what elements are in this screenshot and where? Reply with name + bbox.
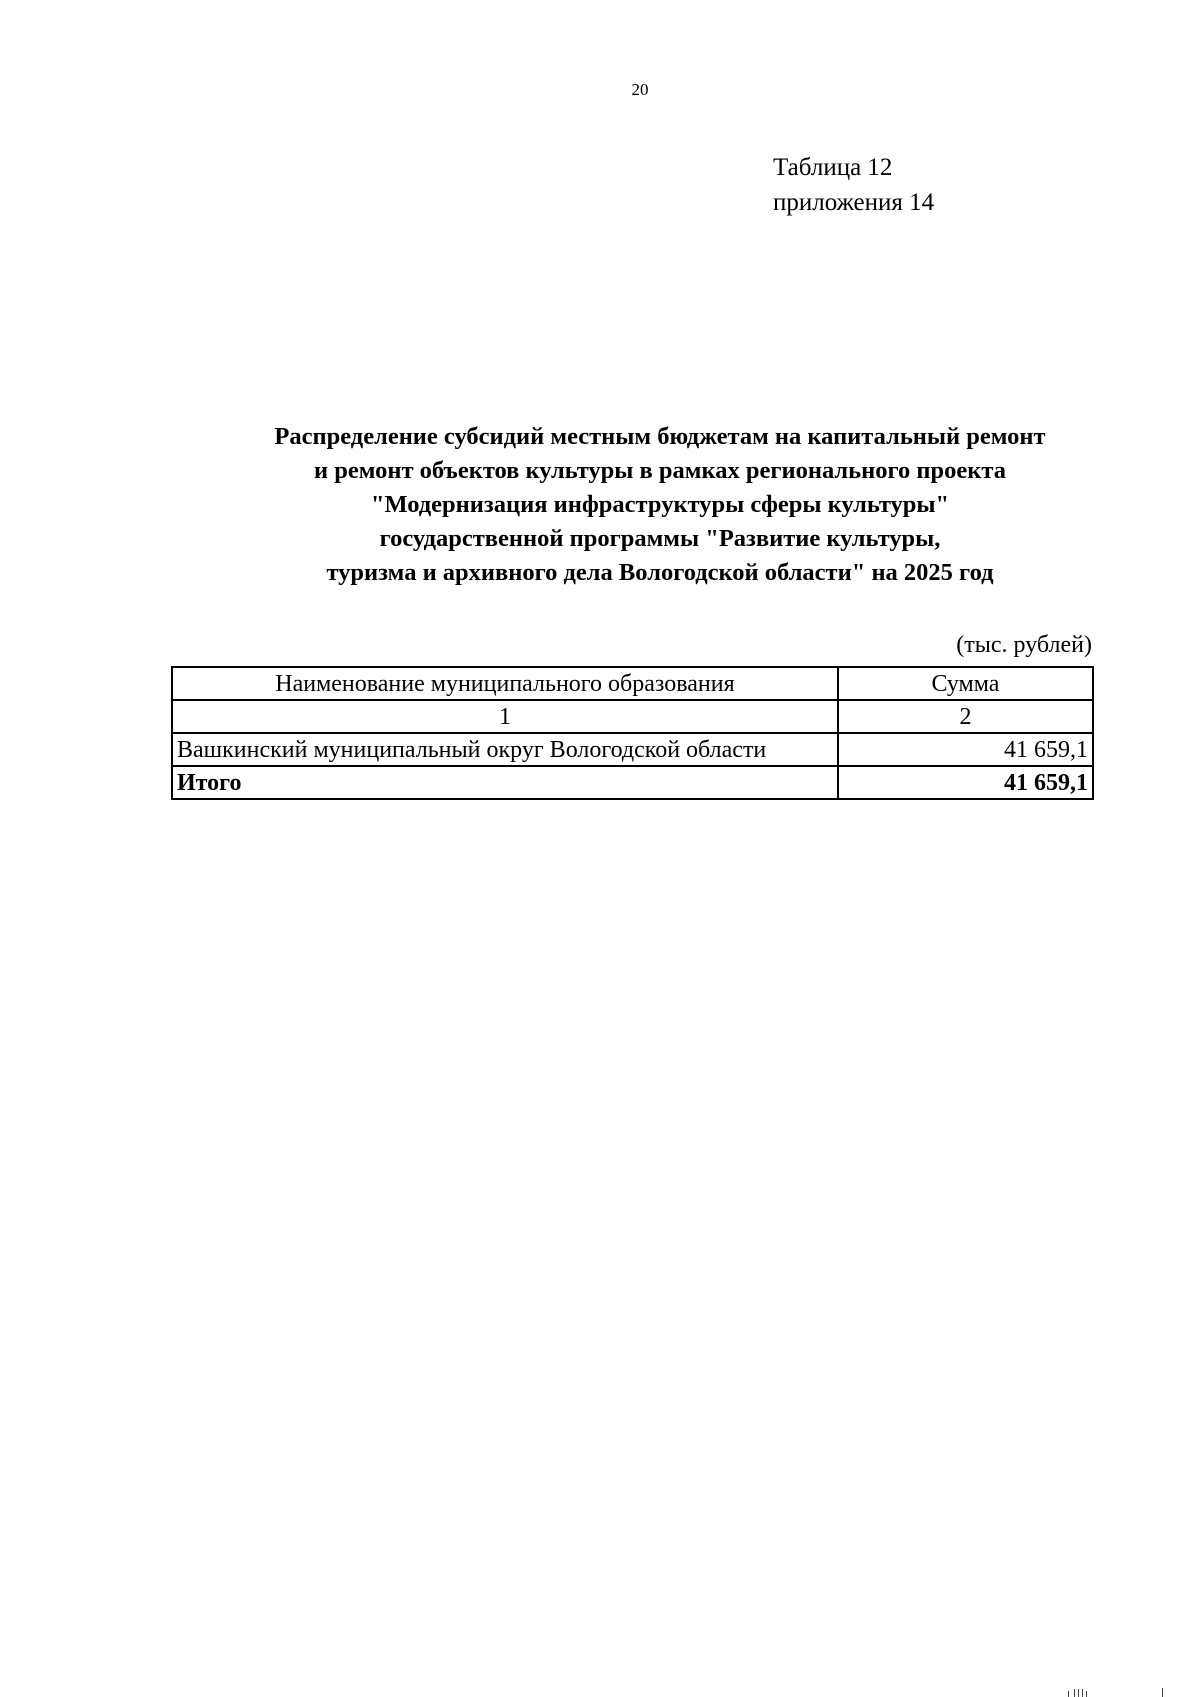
title-line: и ремонт объектов культуры в рамках регионального проекта xyxy=(314,457,1006,484)
total-row xyxy=(172,766,1093,799)
column-number-2: 2 xyxy=(838,700,1093,733)
total-sum: 41 659,1 xyxy=(838,766,1093,799)
total-label: Итого xyxy=(172,766,838,799)
table-reference-line-1: Таблица 12 xyxy=(773,154,893,181)
column-number-1: 1 xyxy=(172,700,838,733)
municipality-sum: 41 659,1 xyxy=(838,733,1093,766)
municipality-name: Вашкинский муниципальный округ Вологодской области xyxy=(172,733,838,766)
title-line: государственной программы "Развитие культуры, xyxy=(379,525,941,552)
document-title xyxy=(100,420,1200,590)
table-reference xyxy=(773,150,934,220)
title-line: Распределение субсидий местным бюджетам на капитальный ремонт xyxy=(274,423,1046,450)
page-number: 20 xyxy=(631,80,649,99)
table-header-row xyxy=(172,667,1093,700)
units-label: (тыс. рублей) xyxy=(956,632,1092,658)
header-sum: Сумма xyxy=(838,667,1093,700)
column-number-row xyxy=(172,700,1093,733)
table-reference-line-2: приложения 14 xyxy=(773,189,935,216)
scan-marks xyxy=(1058,1687,1178,1697)
header-municipality: Наименование муниципального образования xyxy=(172,667,838,700)
title-line: "Модернизация инфраструктуры сферы культуры" xyxy=(370,491,950,518)
table-row xyxy=(172,733,1093,766)
subsidy-table xyxy=(171,666,1094,800)
title-line: туризма и архивного дела Вологодской области" на 2025 год xyxy=(326,559,994,586)
